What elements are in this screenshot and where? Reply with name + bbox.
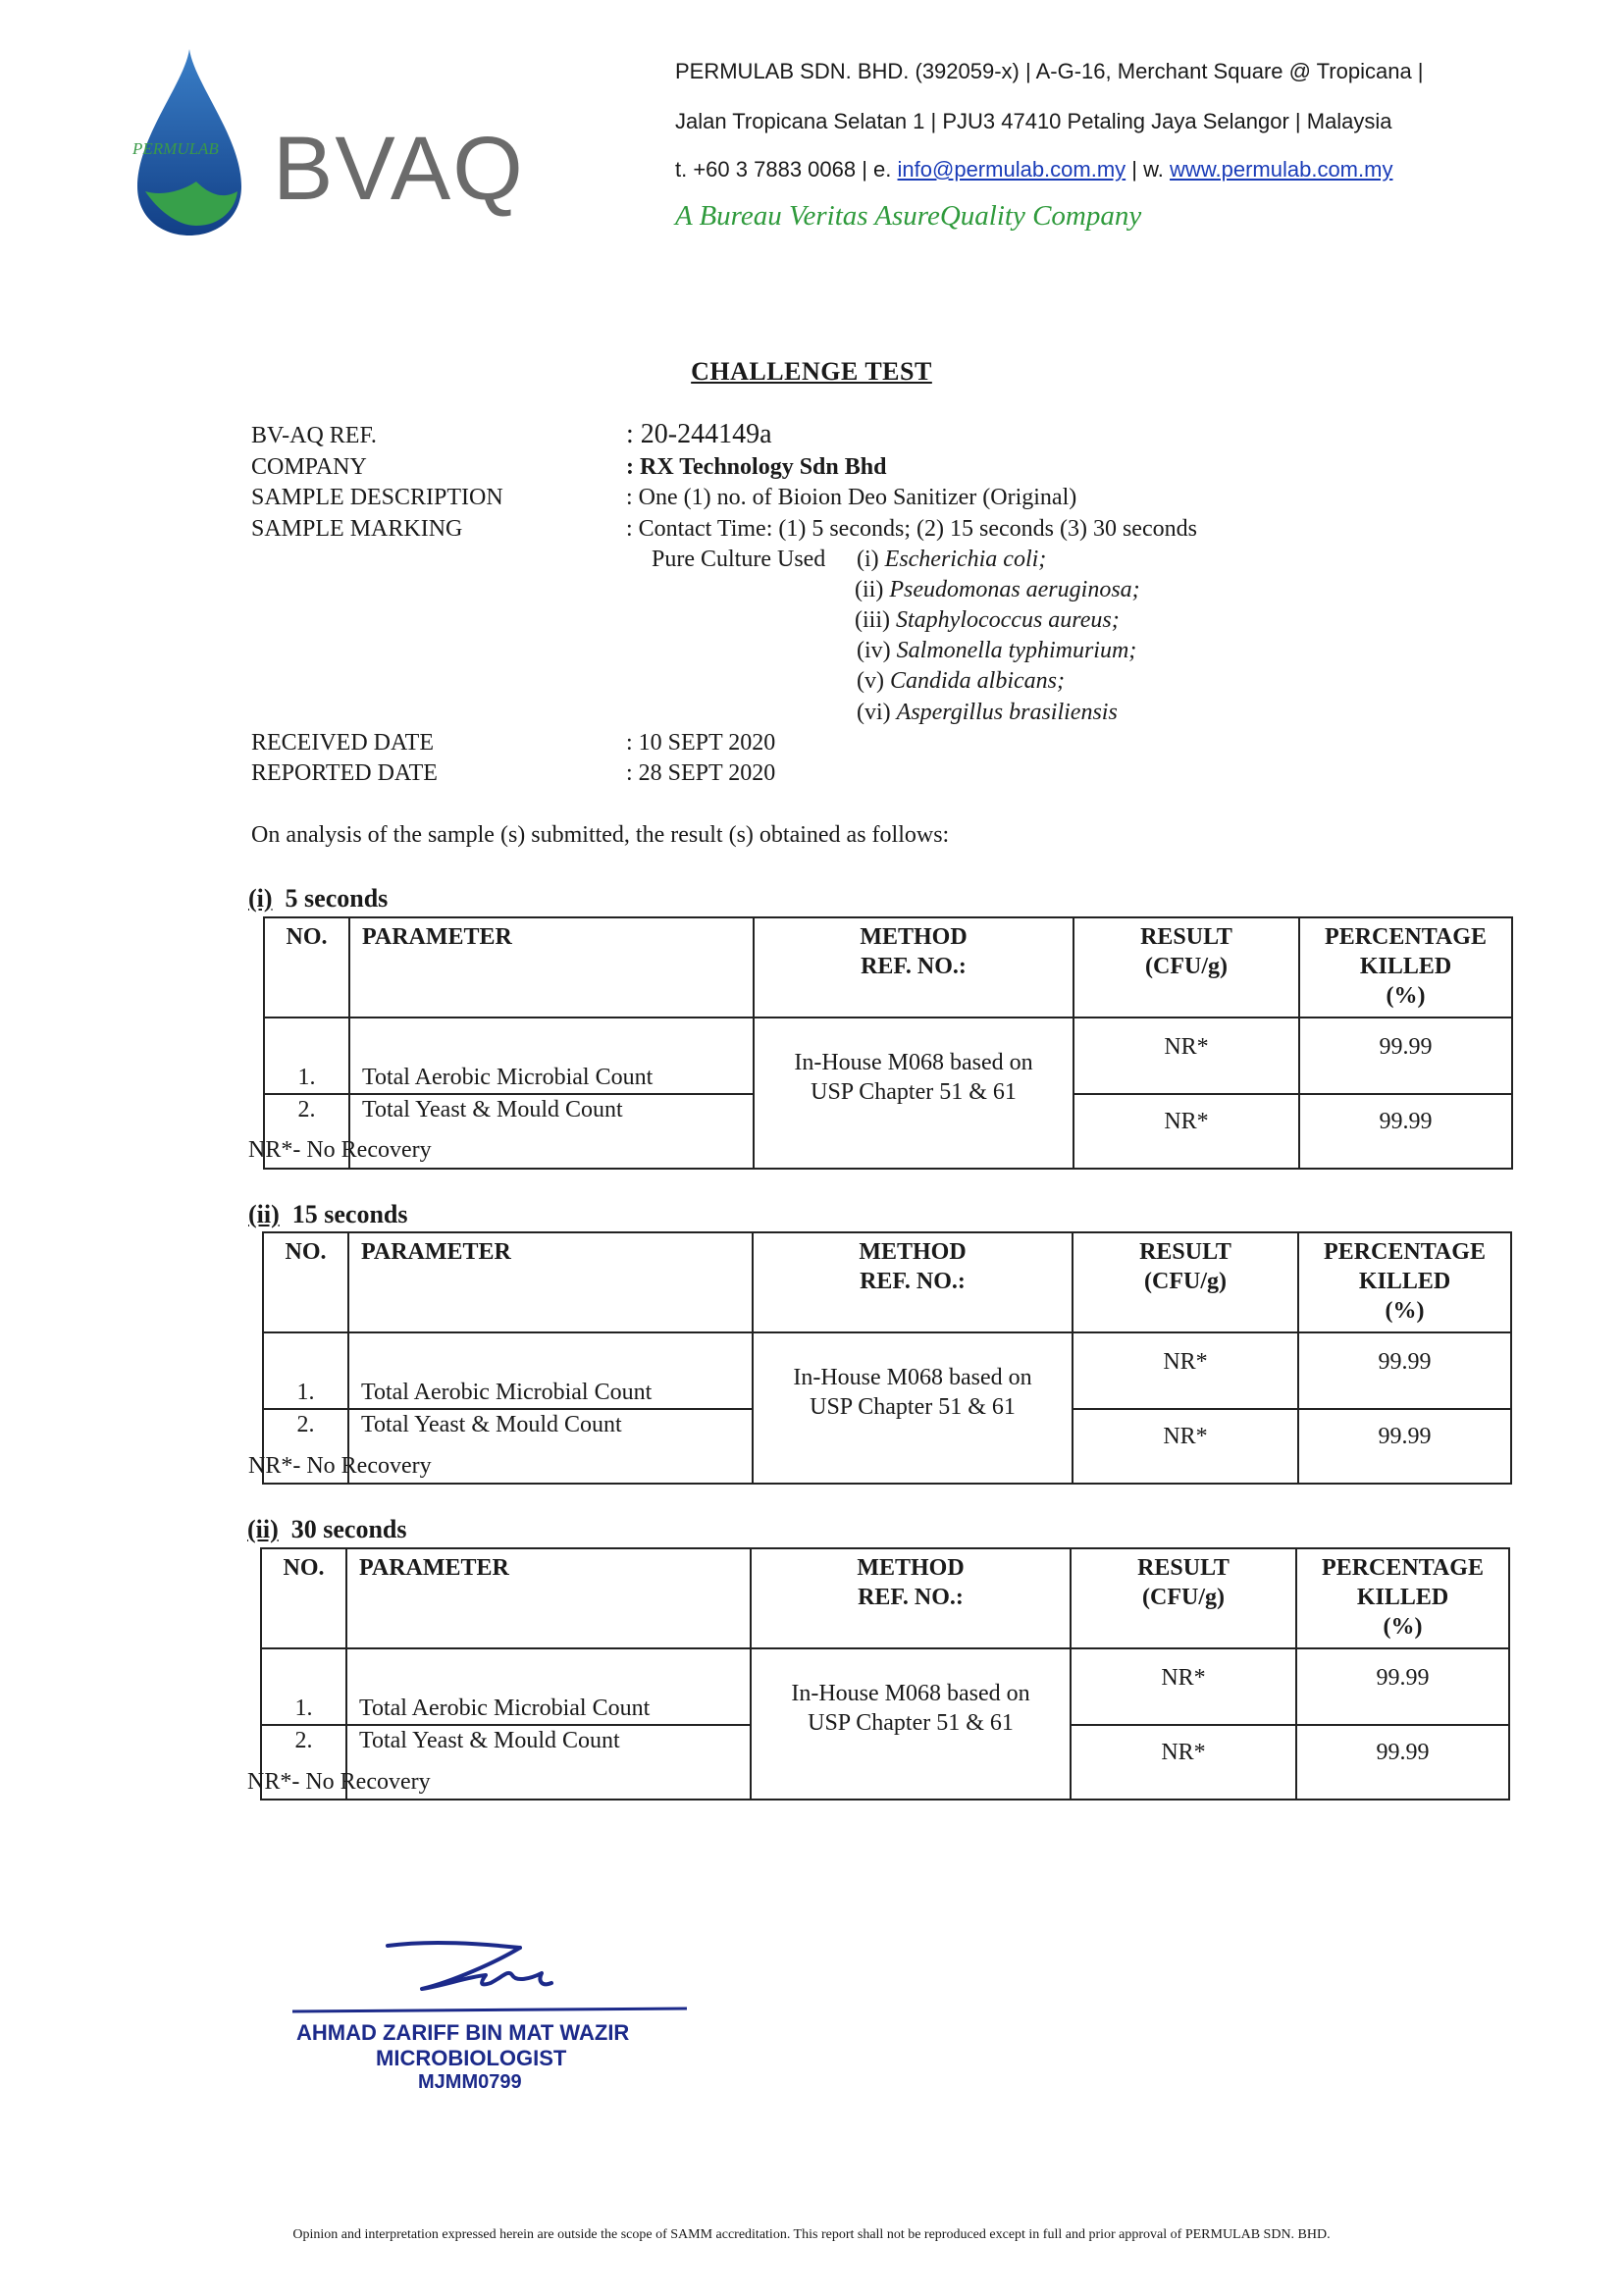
reported-date-label: REPORTED DATE	[251, 760, 438, 786]
col-method-header: METHOD REF. NO.:	[754, 917, 1073, 1018]
footer-disclaimer: Opinion and interpretation expressed herein are outside the scope of SAMM accreditation. This report shall not be reproduced except in full and prior approval of PERMULAB SDN. BHD.	[292, 2227, 1331, 2242]
phone-text: t. +60 3 7883 0068 | e.	[675, 157, 892, 182]
bvaq-brand-text: BVAQ	[273, 119, 525, 219]
signatory-name: AHMAD ZARIFF BIN MAT WAZIR	[296, 2020, 630, 2045]
web-separator: | w.	[1131, 157, 1164, 182]
col-parameter-header: PARAMETER	[349, 917, 754, 1018]
ref-value: : 20-244149a	[626, 419, 772, 449]
no-recovery-note: NR*- No Recovery	[248, 1137, 432, 1163]
row-result: NR*	[1071, 1725, 1296, 1800]
sample-description-value: : One (1) no. of Bioion Deo Sanitizer (Original)	[626, 485, 1077, 510]
row-parameter: Total Aerobic Microbial Count	[346, 1648, 751, 1725]
header-address-line-1: PERMULAB SDN. BHD. (392059-x) | A-G-16, Merchant Square @ Tropicana |	[675, 59, 1424, 83]
permulab-logo-text: PERMULAB	[132, 139, 219, 158]
row-result: NR*	[1073, 1018, 1299, 1094]
sample-marking-label: SAMPLE MARKING	[251, 516, 463, 542]
col-result-header: RESULT (CFU/g)	[1071, 1548, 1296, 1648]
row-no: 1.	[264, 1018, 349, 1094]
row-parameter: Total Aerobic Microbial Count	[348, 1332, 753, 1409]
section-title: (i) 5 seconds	[248, 884, 389, 913]
permulab-bvaq-logo	[128, 44, 589, 240]
row-percentage: 99.99	[1299, 1018, 1512, 1094]
col-method-header: METHOD REF. NO.:	[753, 1232, 1073, 1332]
culture-item: (iii) Staphylococcus aureus;	[855, 607, 1120, 633]
row-method: In-House M068 based on USP Chapter 51 & 61	[753, 1332, 1073, 1484]
row-parameter: Total Yeast & Mould Count	[346, 1725, 751, 1800]
row-percentage: 99.99	[1296, 1725, 1509, 1800]
col-no-header: NO.	[263, 1232, 348, 1332]
company-value: : RX Technology Sdn Bhd	[626, 454, 887, 480]
no-recovery-note: NR*- No Recovery	[248, 1453, 432, 1479]
results-table	[260, 1547, 1510, 1800]
row-percentage: 99.99	[1296, 1648, 1509, 1725]
table-row	[264, 1018, 1512, 1094]
row-result: NR*	[1073, 1094, 1299, 1169]
row-result: NR*	[1071, 1648, 1296, 1725]
row-no: 2.	[264, 1094, 349, 1169]
row-percentage: 99.99	[1298, 1409, 1511, 1484]
sample-marking-value: : Contact Time: (1) 5 seconds; (2) 15 seconds (3) 30 seconds	[626, 516, 1197, 542]
culture-item: (v) Candida albicans;	[857, 668, 1065, 694]
signatory-role: MICROBIOLOGIST	[376, 2046, 567, 2070]
col-parameter-header: PARAMETER	[346, 1548, 751, 1648]
row-result: NR*	[1073, 1409, 1298, 1484]
reported-date-value: : 28 SEPT 2020	[626, 760, 776, 786]
col-result-header: RESULT (CFU/g)	[1073, 917, 1299, 1018]
header-address-line-2: Jalan Tropicana Selatan 1 | PJU3 47410 Petaling Jaya Selangor | Malaysia	[675, 109, 1392, 133]
sample-description-label: SAMPLE DESCRIPTION	[251, 485, 503, 510]
table-row	[263, 1332, 1511, 1409]
col-parameter-header: PARAMETER	[348, 1232, 753, 1332]
row-no: 1.	[261, 1648, 346, 1725]
email-link[interactable]: info@permulab.com.my	[897, 157, 1126, 182]
culture-item: (iv) Salmonella typhimurium;	[857, 638, 1137, 663]
row-parameter: Total Aerobic Microbial Count	[349, 1018, 754, 1094]
col-result-header: RESULT (CFU/g)	[1073, 1232, 1298, 1332]
table-row	[261, 1648, 1509, 1725]
received-date-label: RECEIVED DATE	[251, 730, 434, 756]
col-percentage-header: PERCENTAGE KILLED (%)	[1298, 1232, 1511, 1332]
company-tagline: A Bureau Veritas AsureQuality Company	[675, 200, 1142, 232]
col-percentage-header: PERCENTAGE KILLED (%)	[1299, 917, 1512, 1018]
row-percentage: 99.99	[1298, 1332, 1511, 1409]
row-percentage: 99.99	[1299, 1094, 1512, 1169]
col-no-header: NO.	[261, 1548, 346, 1648]
col-method-header: METHOD REF. NO.:	[751, 1548, 1071, 1648]
row-method: In-House M068 based on USP Chapter 51 & 61	[754, 1018, 1073, 1169]
pure-culture-label: Pure Culture Used	[652, 547, 826, 572]
received-date-value: : 10 SEPT 2020	[626, 730, 776, 756]
section-title: (ii) 15 seconds	[248, 1200, 408, 1228]
culture-item: (ii) Pseudomonas aeruginosa;	[855, 577, 1140, 602]
culture-item: (vi) Aspergillus brasiliensis	[857, 700, 1118, 725]
no-recovery-note: NR*- No Recovery	[247, 1769, 431, 1795]
signatory-code: MJMM0799	[418, 2071, 522, 2093]
company-label: COMPANY	[251, 454, 367, 480]
website-link[interactable]: www.permulab.com.my	[1170, 157, 1393, 182]
row-no: 2.	[263, 1409, 348, 1484]
culture-item: (i) Escherichia coli;	[857, 547, 1047, 572]
section-title: (ii) 30 seconds	[247, 1515, 407, 1543]
analysis-intro-text: On analysis of the sample (s) submitted, the result (s) obtained as follows:	[251, 822, 950, 848]
row-no: 1.	[263, 1332, 348, 1409]
row-result: NR*	[1073, 1332, 1298, 1409]
row-no: 2.	[261, 1725, 346, 1800]
document-title: CHALLENGE TEST	[691, 357, 932, 386]
col-no-header: NO.	[264, 917, 349, 1018]
header-contact-line	[675, 157, 1392, 183]
results-table	[263, 916, 1513, 1170]
row-parameter: Total Yeast & Mould Count	[349, 1094, 754, 1169]
results-table	[262, 1231, 1512, 1485]
row-parameter: Total Yeast & Mould Count	[348, 1409, 753, 1484]
ref-label: BV-AQ REF.	[251, 423, 377, 448]
row-method: In-House M068 based on USP Chapter 51 & 61	[751, 1648, 1071, 1800]
col-percentage-header: PERCENTAGE KILLED (%)	[1296, 1548, 1509, 1648]
